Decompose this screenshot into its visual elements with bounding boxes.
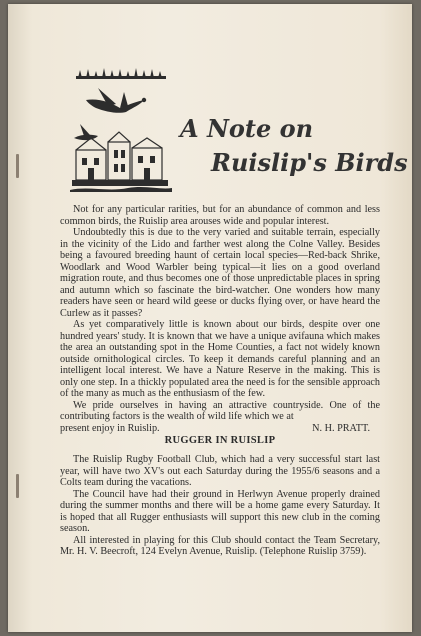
article-last-line: present enjoy in Ruislip.	[60, 422, 160, 434]
section-title: RUGGER IN RUISLIP	[164, 435, 276, 446]
article-title-line-1: A Note on	[180, 114, 314, 143]
article-body	[60, 204, 380, 434]
rugger-paragraph: All interested in playing for this Club should contact the Team Secretary, Mr. H. V. Beecroft, 124 Evelyn Avenue, Ruislip. (Telephone Ruislip 3759).	[60, 534, 380, 557]
rugger-body	[60, 454, 380, 558]
staple	[16, 474, 19, 498]
article-paragraph: As yet comparatively little is known about our birds, despite over one hundred years' study. It is known that we have a unique avifauna which makes the area an outstanding spot in the Home Counties, a fact not widely known outside ornithological circles. To keep it demands careful planning and an intelligent local interest. We have a Nature Reserve in the making. This is only one step. In a thickly populated area the need is for the sensible approach of the many as much as the enthusiasm of the few.	[60, 319, 380, 399]
signature-line	[60, 423, 380, 435]
article-paragraph: Undoubtedly this is due to the very varied and suitable terrain, especially in the vicinity of the Lido and farther west along the Colne Valley. Besides being a favoured breeding haunt of certain local species—Red-back Shrike, Woodlark and Wood Warbler being typical—it lies on a good overland migration route, and thus becomes one of those unpredictable places in spring and autumn which so fascinate the bird-watcher. One wonders how many readers have seen or heard wild geese or ducks flying over, or have heard the Curlew as it passes?	[60, 227, 380, 319]
booklet-page	[8, 4, 412, 632]
rugger-paragraph: The Ruislip Rugby Football Club, which had a very successful start last year, will have two XV's out each Saturday during the 1955/6 seasons and a Colts team during the vacations.	[60, 454, 380, 488]
article-paragraph: We pride ourselves in having an attractive countryside. One of the contributing factors is the wealth of wild life which we at	[60, 399, 380, 422]
article-paragraph: Not for any particular rarities, but for an abundance of common and less common birds, the Ruislip area arouses wide and popular interest.	[60, 204, 380, 227]
article-title-line-2: Ruislip's Birds	[211, 148, 408, 177]
staple	[16, 154, 19, 178]
rugger-paragraph: The Council have had their ground in Herlwyn Avenue properly drained during the summer months and there will be a home game every Saturday. It is hoped that all Rugger enthusiasts will support this new club in the coming season.	[60, 488, 380, 534]
author-signature: N. H. PRATT.	[312, 422, 370, 434]
birds-illustration	[68, 68, 176, 198]
